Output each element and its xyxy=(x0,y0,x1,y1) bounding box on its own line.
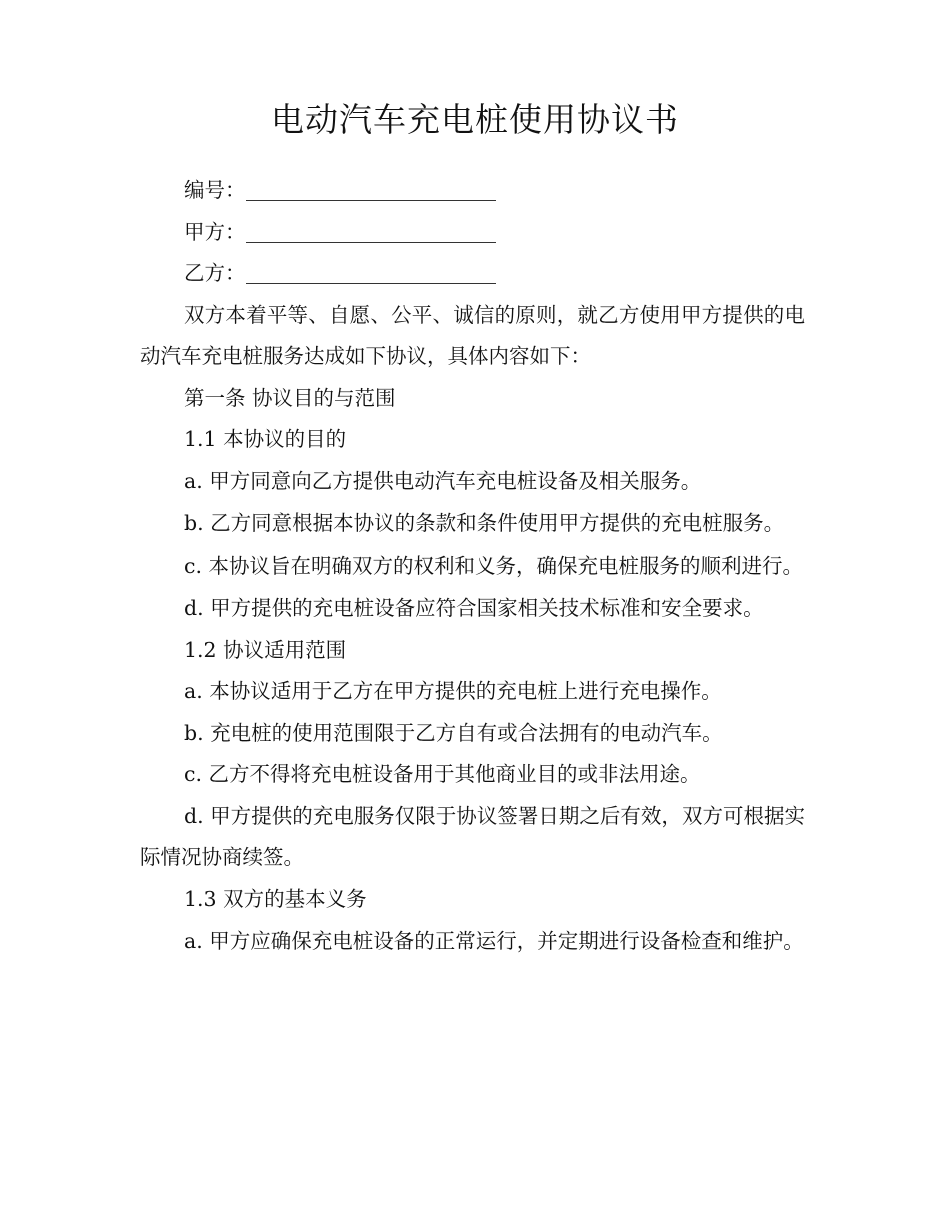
section-1-3-item-a: a. 甲方应确保充电桩设备的正常运行，并定期进行设备检查和维护。 xyxy=(184,929,804,953)
field-label-party-a: 甲方： xyxy=(184,219,246,244)
field-label-number: 编号： xyxy=(184,178,246,202)
section-1-1-item-b: b. 乙方同意根据本协议的条款和条件使用甲方提供的充电桩服务。 xyxy=(184,511,785,535)
section-1-2-item-b: b. 充电桩的使用范围限于乙方自有或合法拥有的电动汽车。 xyxy=(184,720,723,745)
section-1-2-heading: 1.2 协议适用范围 xyxy=(184,637,347,662)
section-1-3-heading: 1.3 双方的基本义务 xyxy=(184,886,367,911)
section-1-1-heading: 1.1 本协议的目的 xyxy=(184,427,347,451)
field-blank-party-a xyxy=(246,220,496,243)
document-title: 电动汽车充电桩使用协议书 xyxy=(271,100,679,139)
field-number xyxy=(140,170,805,212)
section-1-1-item-d: d. 甲方提供的充电桩设备应符合国家相关技术标准和安全要求。 xyxy=(184,596,764,620)
field-blank-number xyxy=(246,178,496,201)
field-party-a xyxy=(140,212,805,254)
field-party-b xyxy=(140,253,805,295)
section-1-1-item-c: c. 本协议旨在明确双方的权利和义务，确保充电桩服务的顺利进行。 xyxy=(184,554,804,578)
section-1-2-item-a: a. 本协议适用于乙方在甲方提供的充电桩上进行充电操作。 xyxy=(184,679,722,703)
intro-paragraph: 双方本着平等、自愿、公平、诚信的原则，就乙方使用甲方提供的电动汽车充电桩服务达成如下协议，具体内容如下： xyxy=(140,302,805,368)
field-label-party-b: 乙方： xyxy=(184,261,246,285)
document-body xyxy=(140,170,805,963)
section-1-1-item-a: a. 甲方同意向乙方提供电动汽车充电桩设备及相关服务。 xyxy=(184,468,702,493)
field-blank-party-b xyxy=(246,261,496,284)
section-1-2-item-d: d. 甲方提供的充电服务仅限于协议签署日期之后有效，双方可根据实际情况协商续签。 xyxy=(140,803,805,869)
article-1-heading: 第一条 协议目的与范围 xyxy=(184,385,396,410)
section-1-2-item-c: c. 乙方不得将充电桩设备用于其他商业目的或非法用途。 xyxy=(184,762,701,786)
